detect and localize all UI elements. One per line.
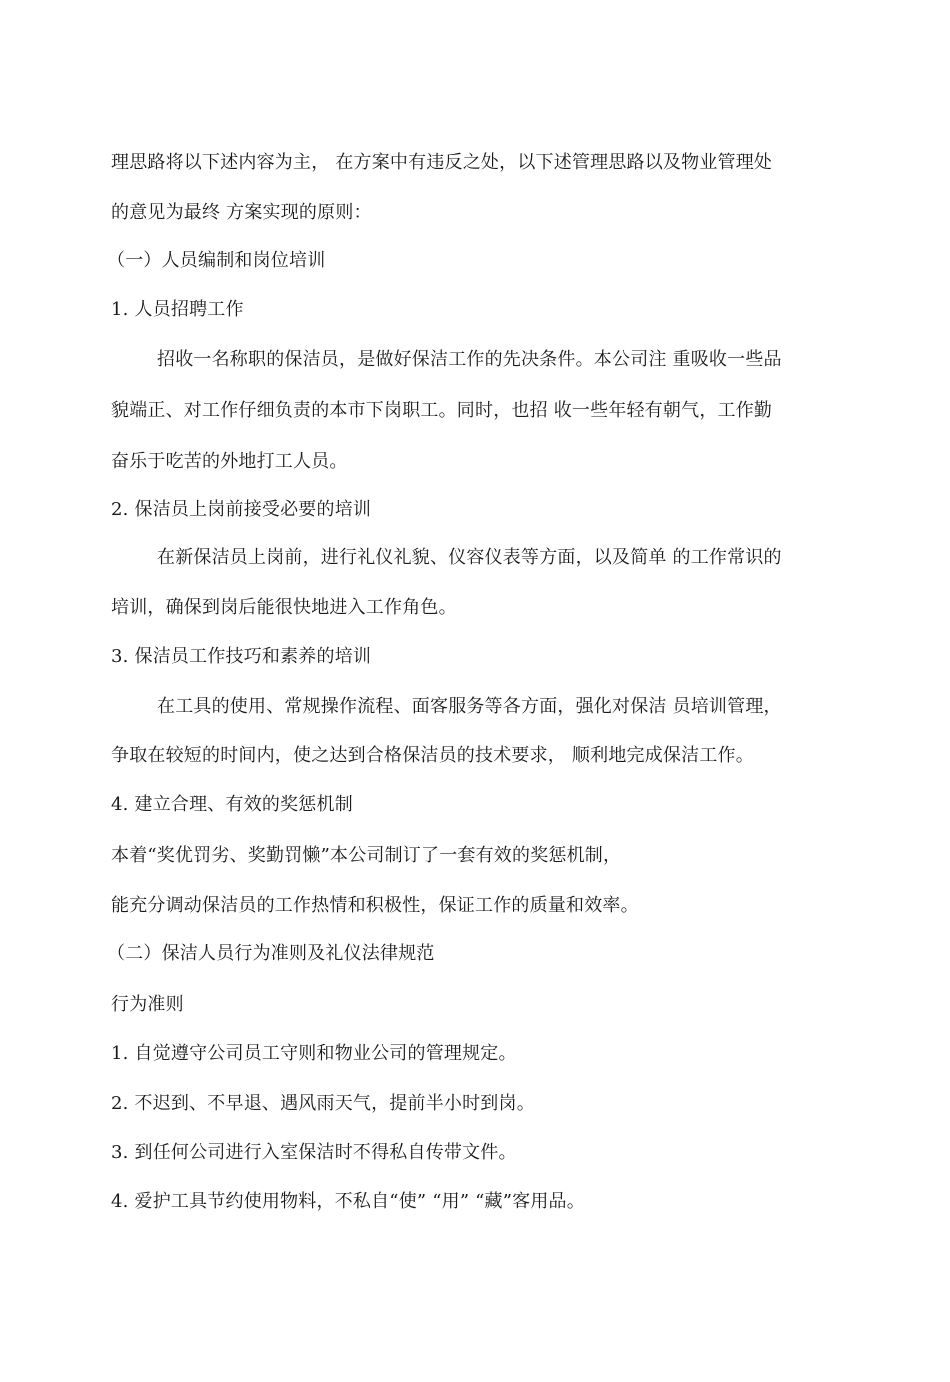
list-item: 1. 自觉遵守公司员工守则和物业公司的管理规定。 — [111, 1043, 517, 1064]
section-heading-one: （一）人员编制和岗位培训 — [107, 250, 326, 271]
paragraph-line: 在工具的使用、常规操作流程、面客服务等各方面，强化对保洁 员培训管理， — [157, 696, 782, 717]
list-item: 2. 不迟到、不早退、遇风雨天气，提前半小时到岗。 — [111, 1093, 535, 1114]
paragraph-line: 理思路将以下述内容为主， 在方案中有违反之处，以下述管理思路以及物业管理处 — [111, 152, 773, 173]
paragraph-line: 的意见为最终 方案实现的原则： — [111, 202, 372, 223]
paragraph-line: 培训，确保到岗后能很快地进入工作角色。 — [111, 597, 457, 618]
paragraph-line: 貌端正、对工作仔细负责的本市下岗职工。同时，也招 收一些年轻有朝气，工作勤 — [111, 400, 773, 421]
section-heading-two: （二）保洁人员行为准则及礼仪法律规范 — [107, 943, 435, 964]
paragraph-line: 争取在较短的时间内，使之达到合格保洁员的技术要求， 顺利地完成保洁工作。 — [111, 745, 754, 766]
subheading-3: 3. 保洁员工作技巧和素养的培训 — [111, 646, 372, 667]
list-item: 3. 到任何公司进行入室保洁时不得私自传带文件。 — [111, 1142, 517, 1163]
paragraph-line: 本着“奖优罚劣、奖勤罚懒”本公司制订了一套有效的奖惩机制， — [111, 845, 622, 866]
subheading-2: 2. 保洁员上岗前接受必要的培训 — [111, 499, 372, 520]
paragraph-line: 能充分调动保洁员的工作热情和积极性，保证工作的质量和效率。 — [111, 895, 639, 916]
paragraph-line: 在新保洁员上岗前，进行礼仪礼貌、仪容仪表等方面，以及简单 的工作常识的 — [157, 547, 782, 568]
subheading-4: 4. 建立合理、有效的奖惩机制 — [111, 794, 353, 815]
list-item: 4. 爱护工具节约使用物料，不私自“使” “用” “藏”客用品。 — [111, 1191, 585, 1212]
subheading-1: 1. 人员招聘工作 — [111, 299, 244, 320]
subheading-code-of-conduct: 行为准则 — [111, 994, 184, 1015]
paragraph-line: 招收一名称职的保洁员，是做好保洁工作的先决条件。本公司注 重吸收一些品 — [157, 349, 782, 370]
paragraph-line: 奋乐于吃苦的外地打工人员。 — [111, 451, 348, 472]
